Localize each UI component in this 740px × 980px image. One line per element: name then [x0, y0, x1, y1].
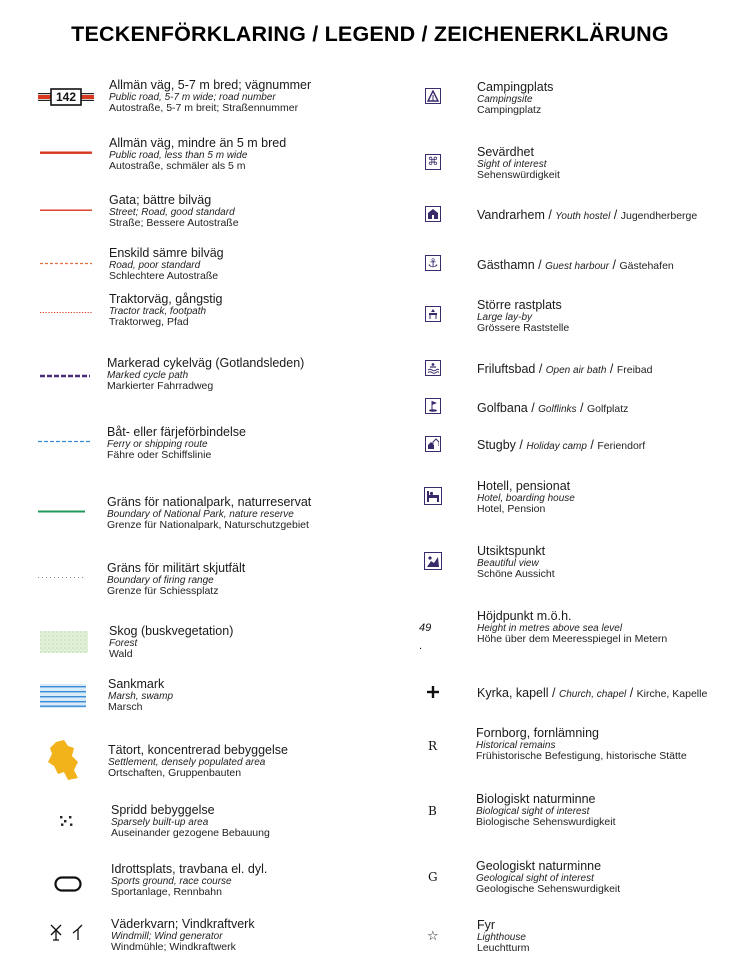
english-label: Boundary of National Park, nature reserve: [107, 509, 294, 520]
legend-title: TECKENFÖRKLARING / LEGEND / ZEICHENERKLÄRUNG: [71, 22, 669, 46]
german-label: Grössere Raststelle: [477, 322, 570, 335]
german-label: Straße; Bessere Autostraße: [109, 217, 239, 230]
lighthouse-icon: ☆: [427, 928, 439, 943]
swedish-label: Sevärdhet: [477, 145, 534, 159]
german-label: Feriendorf: [597, 440, 646, 452]
english-label: Large lay-by: [477, 312, 533, 323]
english-label: Church, chapel: [558, 689, 627, 700]
german-label: Traktorweg, Pfad: [109, 316, 189, 329]
forest-icon: [40, 631, 88, 653]
english-label: Public road, 5-7 m wide; road number: [109, 92, 276, 103]
german-label: Schlechtere Autostraße: [109, 270, 219, 283]
poor-road-line: [40, 262, 92, 265]
german-label: Fähre oder Schiffslinie: [107, 449, 212, 462]
golf-icon: [425, 398, 441, 414]
german-label: Ortschaften, Gruppenbauten: [108, 767, 242, 780]
english-label: Beautiful view: [477, 558, 539, 569]
swedish-label: Väderkvarn; Vindkraftverk: [111, 917, 255, 931]
german-label: Frühistorische Befestigung, historische Stätte: [476, 750, 687, 763]
road-number-label: 142: [55, 90, 77, 104]
english-label: Settlement, densely populated area: [108, 757, 266, 768]
german-label: Sehenswürdigkeit: [477, 169, 560, 182]
height-value: 49: [419, 622, 432, 634]
swedish-label: Skog (buskvegetation): [109, 624, 234, 638]
swedish-label: Båt- eller färjeförbindelse: [107, 425, 246, 439]
german-label: Geologische Sehenswurdigkeit: [476, 883, 621, 896]
german-label: Leuchtturm: [477, 942, 530, 955]
swedish-label: Större rastplats: [477, 298, 562, 312]
swedish-label: Vandrarhem: [477, 208, 545, 222]
campsite-icon: [425, 88, 441, 104]
swedish-label: Höjdpunkt m.ö.h.: [477, 609, 572, 623]
english-label: Sports ground, race course: [111, 876, 232, 887]
swedish-label: Sankmark: [108, 677, 165, 691]
swedish-label: Allmän väg, mindre än 5 m bred: [109, 136, 287, 150]
german-label: Campingplatz: [477, 104, 542, 117]
english-label: Height in metres above sea level: [477, 623, 623, 634]
sparse-settlement-icon: [58, 815, 76, 827]
sports-ground-icon: [54, 876, 82, 892]
swedish-label: Idrottsplats, travbana el. dyl.: [111, 862, 268, 876]
german-label: Gästehafen: [619, 260, 674, 272]
swedish-label: Gräns för nationalpark, naturreservat: [107, 495, 312, 509]
english-label: Biological sight of interest: [476, 806, 590, 817]
swedish-label: Fyr: [477, 918, 496, 932]
german-label: Autostraße, schmäler als 5 m: [109, 160, 246, 173]
swedish-label: Fornborg, fornlämning: [476, 726, 599, 740]
german-label: Biologische Sehenswurdigkeit: [476, 816, 616, 829]
english-label: Public road, less than 5 m wide: [109, 150, 248, 161]
swedish-label: Allmän väg, 5-7 m bred; vägnummer: [109, 78, 312, 92]
english-label: Ferry or shipping route: [107, 439, 208, 450]
german-label: Wald: [109, 648, 133, 661]
german-label: Hotel, Pension: [477, 503, 546, 516]
park-boundary-line: [38, 510, 85, 513]
hotel-icon: [424, 487, 442, 505]
layby-icon: [425, 306, 441, 322]
english-label: Historical remains: [476, 740, 556, 751]
english-label: Sight of interest: [477, 159, 547, 170]
swedish-label: Stugby: [477, 438, 516, 452]
swedish-label: Gata; bättre bilväg: [109, 193, 212, 207]
historical-remains-icon: R: [428, 739, 438, 753]
english-label: Geological sight of interest: [476, 873, 594, 884]
german-label: Autostraße, 5-7 m breit; Straßennummer: [109, 102, 299, 115]
german-label: Grenze für Nationalpark, Naturschutzgebiet: [107, 519, 309, 532]
english-label: Youth hostel: [555, 211, 611, 222]
church-icon: [427, 686, 439, 698]
swedish-label: Biologiskt naturminne: [476, 792, 596, 806]
english-label: Guest harbour: [545, 261, 610, 272]
english-label: Road, poor standard: [109, 260, 201, 271]
english-label: Tractor track, footpath: [109, 306, 207, 317]
height-point-icon: 49 .: [419, 622, 432, 652]
english-label: Open air bath: [545, 365, 607, 376]
swedish-label: Golfbana: [477, 401, 528, 415]
viewpoint-icon: [424, 552, 442, 570]
harbour-icon: ⚓: [425, 255, 441, 271]
street-line: [40, 209, 92, 212]
german-label: Freibad: [616, 364, 653, 376]
sight-icon: ⌘: [425, 154, 441, 170]
english-label: Street; Road, good standard: [109, 207, 235, 218]
german-label: Auseinander gezogene Bebauung: [111, 827, 270, 840]
road-number-icon: [38, 88, 94, 111]
swedish-label: Gästhamn: [477, 258, 535, 272]
cabin-icon: [425, 436, 441, 452]
windmill-icon: [48, 922, 84, 942]
english-label: Holiday camp: [526, 441, 587, 452]
german-label: Grenze für Schiessplatz: [107, 585, 219, 598]
geological-sight-icon: G: [428, 870, 438, 884]
biological-sight-icon: B: [428, 804, 437, 818]
german-label: Marsch: [108, 701, 143, 714]
ferry-route-line: [38, 440, 92, 443]
bath-icon: [425, 360, 441, 376]
narrow-road-line: [40, 151, 92, 155]
swedish-label: Tätort, koncentrerad bebyggelse: [108, 743, 288, 757]
german-label: Golfplatz: [586, 403, 629, 415]
german-label: Sportanlage, Rennbahn: [111, 886, 222, 899]
english-label: Windmill; Wind generator: [111, 931, 223, 942]
german-label: Windmühle; Windkraftwerk: [111, 941, 236, 954]
swedish-label: Enskild sämre bilväg: [109, 246, 224, 260]
german-label: Höhe über dem Meeresspiegel in Metern: [477, 633, 668, 646]
swedish-label: Campingplats: [477, 80, 554, 94]
firing-range-line: [38, 576, 86, 579]
german-label: Kirche, Kapelle: [636, 688, 708, 700]
english-label: Boundary of firing range: [107, 575, 214, 586]
swedish-label: Kyrka, kapell: [477, 686, 549, 700]
hostel-icon: [425, 206, 441, 222]
tractor-track-line: [40, 311, 92, 314]
swedish-label: Gräns för militärt skjutfält: [107, 561, 246, 575]
english-label: Golflinks: [538, 404, 577, 415]
english-label: Marsh, swamp: [108, 691, 174, 702]
german-label: Jugendherberge: [620, 210, 698, 222]
english-label: Campingsite: [477, 94, 533, 105]
swedish-label: Utsiktspunkt: [477, 544, 546, 558]
swedish-label: Hotell, pensionat: [477, 479, 571, 493]
english-label: Sparsely built-up area: [111, 817, 209, 828]
marsh-icon: [40, 684, 86, 708]
cycle-path-line: [40, 374, 90, 378]
swedish-label: Markerad cykelväg (Gotlandsleden): [107, 356, 305, 370]
german-label: Markierter Fahrradweg: [107, 380, 214, 393]
swedish-label: Friluftsbad: [477, 362, 536, 376]
german-label: Schöne Aussicht: [477, 568, 555, 581]
swedish-label: Traktorväg, gångstig: [109, 292, 223, 306]
settlement-icon: [44, 738, 84, 782]
swedish-label: Spridd bebyggelse: [111, 803, 215, 817]
english-label: Lighthouse: [477, 932, 526, 943]
english-label: Hotel, boarding house: [477, 493, 575, 504]
swedish-label: Geologiskt naturminne: [476, 859, 602, 873]
english-label: Marked cycle path: [107, 370, 189, 381]
english-label: Forest: [109, 638, 138, 649]
